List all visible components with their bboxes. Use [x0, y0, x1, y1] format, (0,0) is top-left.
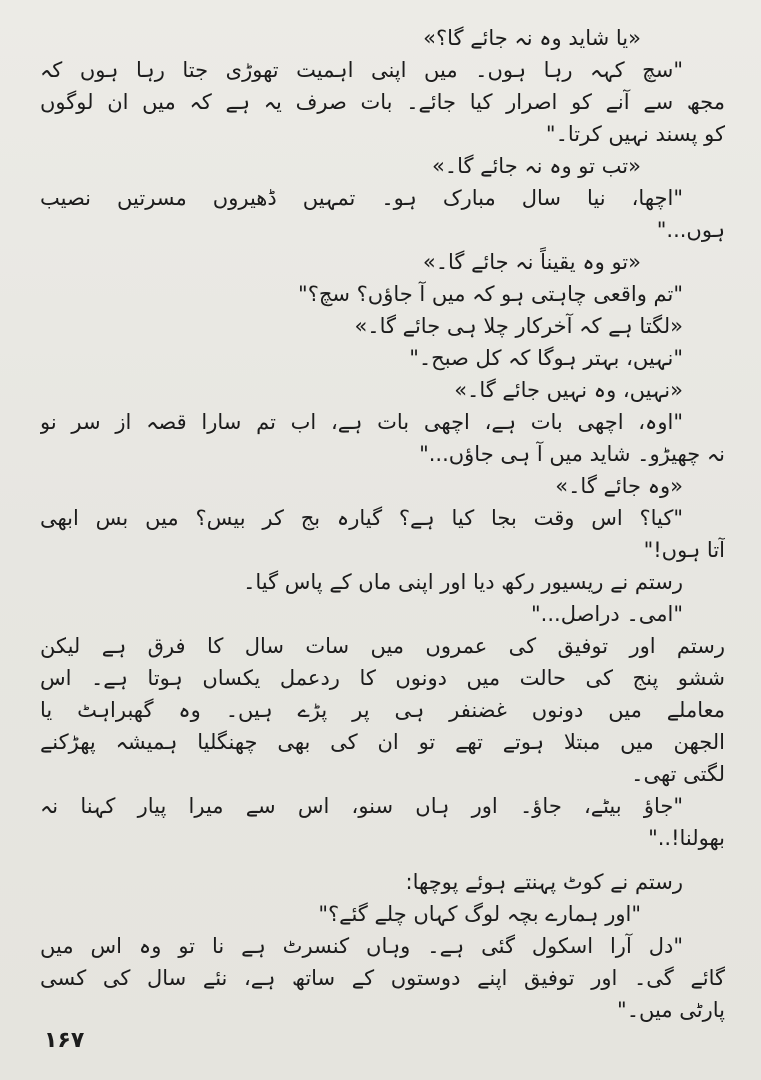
- text-line: رستم اور توفیق کی عمروں میں سات سال کا فرق ہے لیکن: [40, 634, 725, 658]
- text-line: گائے گی۔ اور توفیق اپنے دوستوں کے ساتھ ہے، نئے سال کی کسی: [40, 966, 725, 990]
- text-line: "کیا؟ اس وقت بجا کیا ہے؟ گیارہ بج کر بیس؟ میں بس ابھی: [40, 506, 683, 530]
- text-line: "سچ کہہ رہا ہوں۔ میں اپنی اہمیت تھوڑی جتا رہا ہوں کہ: [40, 58, 683, 82]
- text-line: ہوں...": [656, 218, 725, 242]
- text-line: "نہیں، بہتر ہوگا کہ کل صبح۔": [409, 346, 683, 370]
- text-line: رستم نے ریسیور رکھ دیا اور اپنی ماں کے پاس گیا۔: [243, 570, 683, 594]
- text-line: رستم نے کوٹ پہنتے ہوئے پوچھا:: [405, 870, 683, 894]
- text-line: "دل آرا اسکول گئی ہے۔ وہاں کنسرٹ ہے نا تو وہ اس میں: [40, 934, 683, 958]
- text-line: مجھ سے آنے کو اصرار کیا جائے۔ بات صرف یہ ہے کہ میں ان لوگوں: [40, 90, 725, 114]
- text-line: لگتی تھی۔: [631, 762, 725, 786]
- text-line: آتا ہوں!": [643, 538, 725, 562]
- text-line: "اور ہمارے بچہ لوگ کہاں چلے گئے؟": [318, 902, 641, 926]
- text-line: «یا شاید وہ نہ جائے گا؟»: [423, 26, 641, 50]
- text-line: «تو وہ یقیناً نہ جائے گا۔»: [422, 250, 641, 274]
- text-line: «لگتا ہے کہ آخرکار چلا ہی جائے گا۔»: [354, 314, 683, 338]
- text-line: "جاؤ بیٹے، جاؤ۔ اور ہاں سنو، اس سے میرا پیار کہنا نہ: [40, 794, 683, 818]
- text-line: "امی۔ دراصل...": [531, 602, 683, 626]
- text-line: «تب تو وہ نہ جائے گا۔»: [431, 154, 641, 178]
- page-text: [40, 22, 725, 1026]
- text-line: «نہیں، وہ نہیں جائے گا۔»: [454, 378, 683, 402]
- text-line: معاملے میں دونوں غضنفر ہی پر پڑے ہیں۔ وہ گھبراہٹ یا: [40, 698, 725, 722]
- text-line: ششو پنج کی حالت میں دونوں کا ردعمل یکساں ہوتا ہے۔ اس: [40, 666, 725, 690]
- text-line: نہ چھیڑو۔ شاید میں آ ہی جاؤں...": [419, 442, 725, 466]
- text-line: "تم واقعی چاہتی ہو کہ میں آ جاؤں؟ سچ؟": [298, 282, 683, 306]
- paragraph-gap: [40, 854, 725, 866]
- page-number: ۱۶۷: [44, 1028, 85, 1053]
- text-line: «وہ جائے گا۔»: [555, 474, 683, 498]
- text-line: کو پسند نہیں کرتا۔": [545, 122, 725, 146]
- text-line: "اوہ، اچھی بات ہے، اچھی بات ہے، اب تم سارا قصہ از سر نو: [40, 410, 683, 434]
- text-line: بھولنا!..": [648, 826, 725, 850]
- text-line: الجھن میں مبتلا ہوتے تھے تو ان کی بھی چھنگلیا ہمیشہ پھڑکنے: [40, 730, 725, 754]
- text-line: پارٹی میں۔": [617, 998, 725, 1022]
- text-line: "اچھا، نیا سال مبارک ہو۔ تمہیں ڈھیروں مسرتیں نصیب: [40, 186, 683, 210]
